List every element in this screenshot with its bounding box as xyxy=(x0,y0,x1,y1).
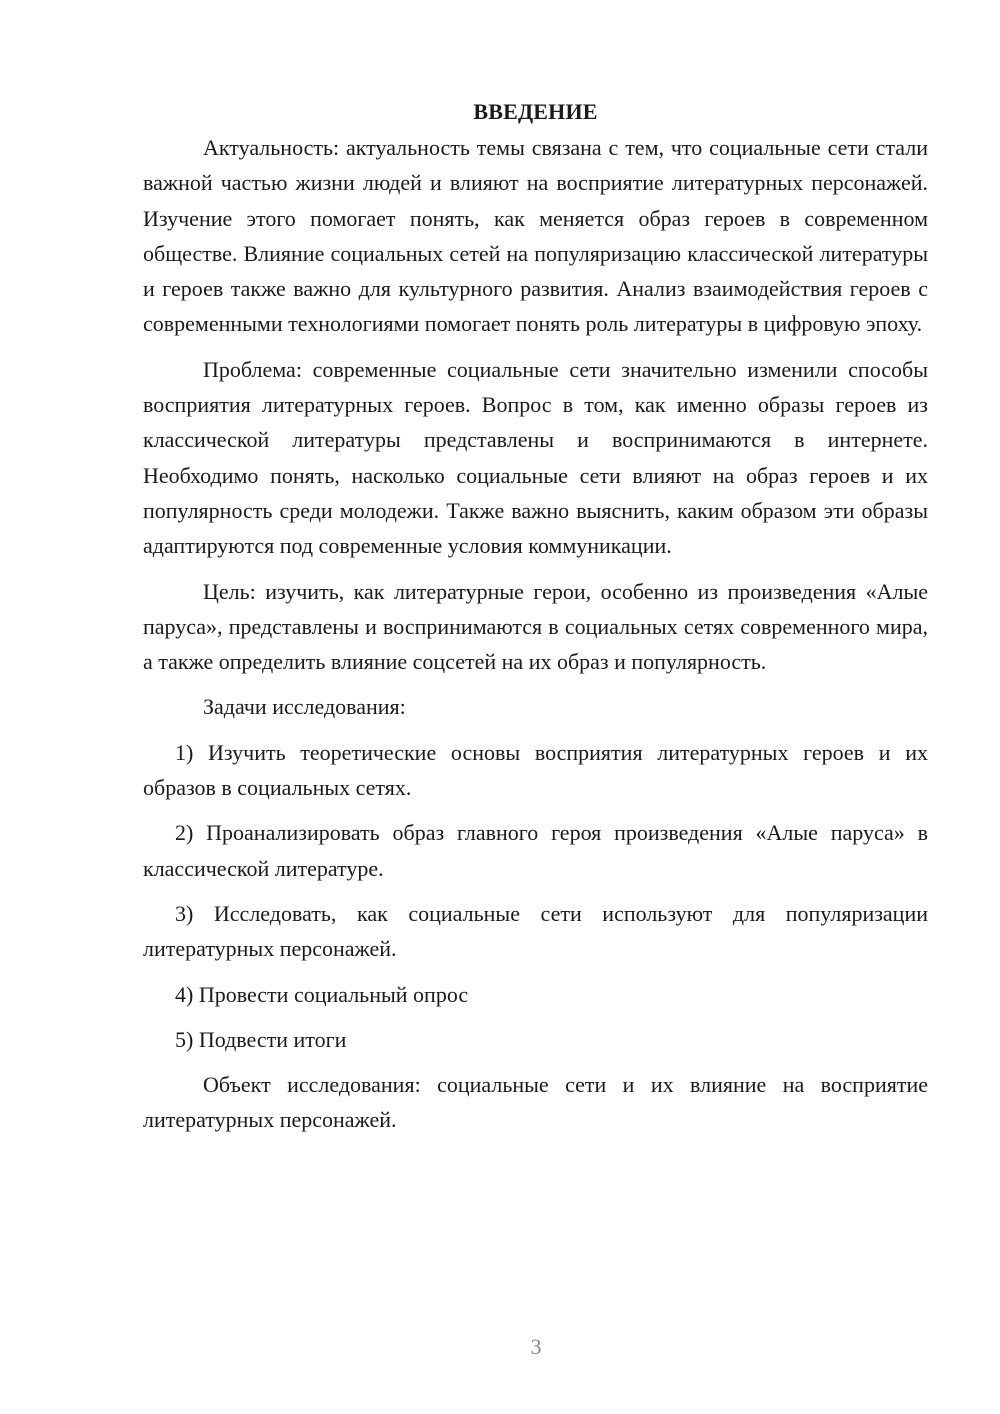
problem-paragraph: Проблема: современные социальные сети значительно изменили способы восприятия литературных героев. Вопрос в том, как именно образы героев из классической литературы представлены и воспринимаются в интернете. Необходимо понять, насколько социальные сети влияют на образ героев и их популярность среди молодежи. Также важно выяснить, каким образом эти образы адаптируются под современные условия коммуникации. xyxy=(143,356,928,559)
task-item: 4) Провести социальный опрос xyxy=(175,981,469,1007)
relevance-paragraph: Актуальность: актуальность темы связана с тем, что социальные сети стали важной частью жизни людей и влияют на восприятие литературных персонажей. Изучение этого помогает понять, как меняется образ героев в современном обществе. Влияние социальных сетей на популяризацию классической литературы и героев также важно для культурного развития. Анализ взаимодействия героев с современными технологиями помогает понять роль литературы в цифровую эпоху. xyxy=(143,135,928,337)
object-paragraph: Объект исследования: социальные сети и их влияние на восприятие литературных персонажей. xyxy=(143,1072,928,1133)
tasks-heading: Задачи исследования: xyxy=(203,694,406,720)
task-item: 5) Подвести итоги xyxy=(175,1026,347,1052)
page-number: 3 xyxy=(530,1334,542,1359)
section-title: ВВЕДЕНИЕ xyxy=(473,99,598,124)
task-item: 3) Исследовать, как социальные сети используют для популяризации литературных персонажей. xyxy=(143,900,928,962)
goal-paragraph: Цель: изучить, как литературные герои, особенно из произведения «Алые паруса», представлены и воспринимаются в социальных сетях современного мира, а также определить влияние соцсетей на их образ и популярность. xyxy=(143,578,928,675)
task-item: 1) Изучить теоретические основы восприятия литературных героев и их образов в социальных сетях. xyxy=(143,739,928,801)
task-item: 2) Проанализировать образ главного героя произведения «Алые паруса» в классической литературе. xyxy=(143,820,928,881)
page-content xyxy=(143,94,928,1148)
